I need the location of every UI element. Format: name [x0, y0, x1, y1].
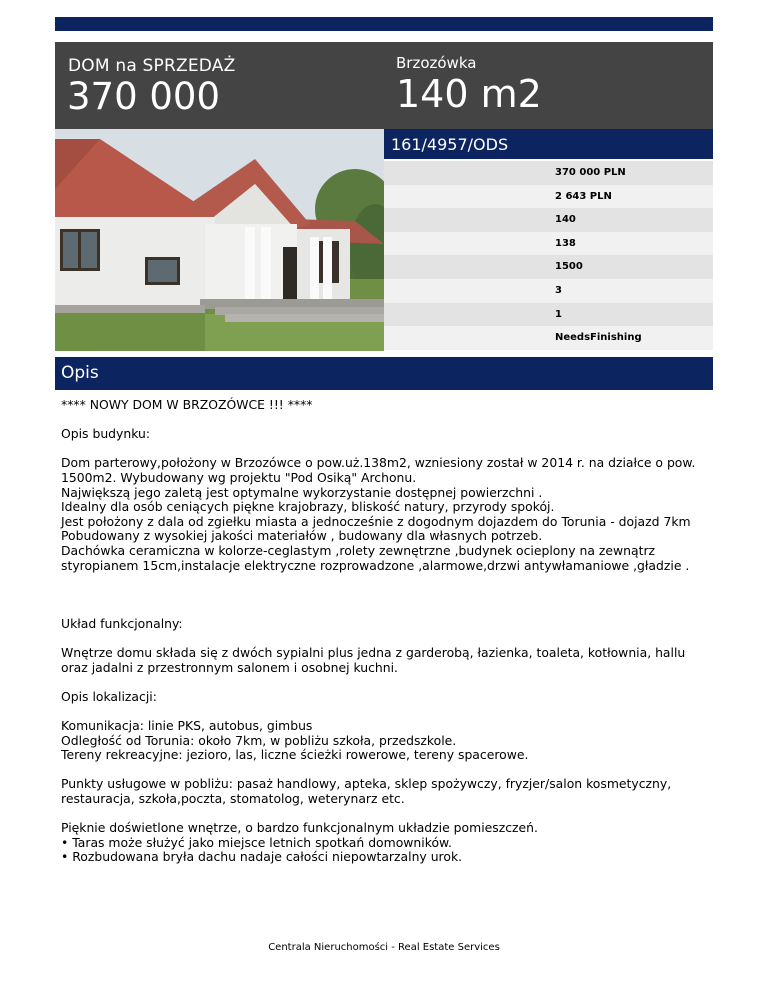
top-accent-bar: [55, 17, 713, 31]
property-price: 370 000: [67, 75, 221, 118]
reference-number: 161/4957/ODS: [391, 135, 509, 154]
property-area: 140 m2: [396, 72, 542, 116]
page-footer: Centrala Nieruchomości - Real Estate Services: [268, 942, 500, 953]
detail-row: 140: [384, 208, 713, 232]
layout-heading: Układ funkcjonalny:: [61, 615, 183, 631]
property-photo: [55, 129, 384, 351]
detail-row: 1500: [384, 255, 713, 279]
services-text: Punkty usługowe w pobliżu: pasaż handlowy, apteka, sklep spożywczy, fryzjer/salon kosmetyczny, restauracja, szkoła,poczta, stomatolog, weterynarz etc.: [61, 776, 672, 807]
details-table: [384, 161, 713, 350]
reference-number-bar: [384, 129, 713, 159]
location-text: Komunikacja: linie PKS, autobus, gimbus Odległość od Torunia: około 7km, w pobliżu szkoła, przedszkole. Tereny rekreacyjne: jezioro, las, liczne ścieżki rowerowe, tereny spacerowe.: [61, 718, 529, 763]
description-section-header: [55, 357, 713, 390]
layout-text: Wnętrze domu składa się z dwóch sypialni plus jedna z garderobą, łazienka, toaleta, kotłownia, hallu oraz jadalni z przestronnym salonem i osobnej kuchni.: [61, 645, 686, 675]
listing-header: [55, 42, 713, 129]
detail-row: 1: [384, 303, 713, 327]
detail-row: 370 000 PLN: [384, 161, 713, 185]
detail-row: 3: [384, 279, 713, 303]
detail-row: 138: [384, 232, 713, 256]
building-text: Dom parterowy,położony w Brzozówce o pow.uż.138m2, wzniesiony został w 2014 r. na działce o pow. 1500m2. Wybudowany wg projektu "Pod Osiką" Archonu. Największą jego zaletą jest optymalne wykorzystanie dostępnej powierzchni . Idealny dla osób ceniących piękne krajobrazy, bliskość natury, przyrody spokój. Jest położony z dala od zgiełku miasta a jednocześnie z dogodnym dojazdem do Torunia - dojazd 7km Pobudowany z wysokiej jakości materiałów , budowany dla własnych potrzeb. Dachówka ceramiczna w kolorze-ceglastym ,rolety zewnętrzne ,budynek ocieplony na zewnątrz styropianem 15cm,instalacje elektryczne rozprowadzone ,alarmowe,drzwi antywłamaniowe ,gładzie .: [61, 455, 696, 573]
detail-row: NeedsFinishing: [384, 326, 713, 350]
property-location: Brzozówka: [396, 54, 477, 72]
detail-row: 2 643 PLN: [384, 185, 713, 209]
description-title: Opis: [61, 363, 99, 383]
location-heading: Opis lokalizacji:: [61, 688, 157, 704]
description-headline: **** NOWY DOM W BRZOZÓWCE !!! ****: [61, 397, 313, 412]
description-body: [61, 398, 706, 865]
property-type: DOM na SPRZEDAŻ: [68, 56, 236, 76]
building-heading: Opis budynku:: [61, 426, 151, 442]
features-text: Pięknie doświetlone wnętrze, o bardzo funkcjonalnym układzie pomieszczeń. • Taras może służyć jako miejsce letnich spotkań domowników. • Rozbudowana bryła dachu nadaje całości niepowtarzalny urok.: [61, 820, 538, 865]
